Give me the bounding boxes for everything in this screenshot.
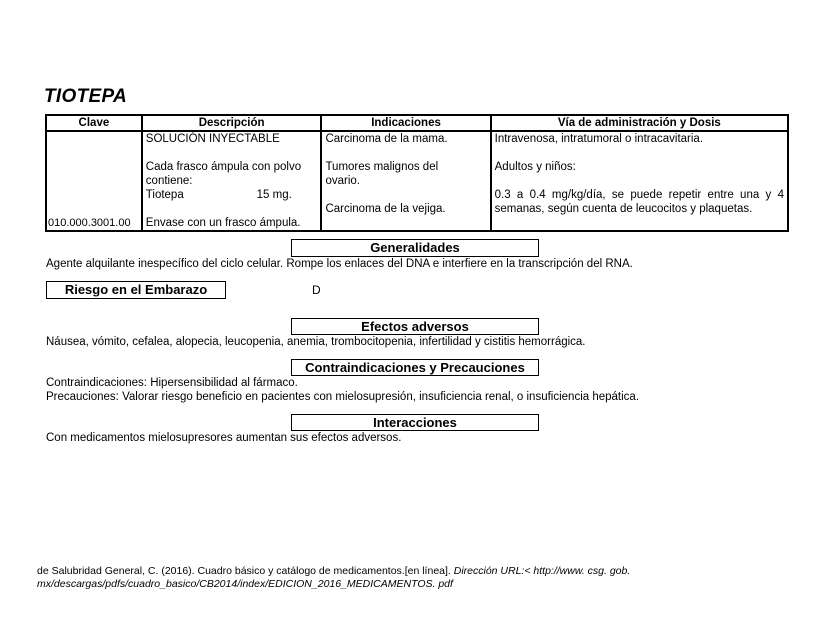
generalidades-heading: Generalidades (291, 239, 539, 257)
table-row (46, 131, 788, 231)
indicacion-line: Carcinoma de la mama. (325, 133, 448, 145)
efectos-heading: Efectos adversos (291, 318, 539, 335)
efectos-text: Náusea, vómito, cefalea, alopecia, leucopenia, anemia, trombocitopenia, infertilidad y cistitis hemorrágica. (46, 336, 586, 348)
precauciones-text: Precauciones: Valorar riesgo beneficio en pacientes con mielosupresión, insuficiencia renal, o insuficiencia hepática. (46, 391, 640, 403)
riesgo-heading: Riesgo en el Embarazo (46, 281, 226, 299)
drug-title: TIOTEPA (44, 86, 128, 107)
indicacion-line: Tumores malignos del (325, 161, 439, 173)
indicaciones-cell (321, 131, 490, 231)
header-descripcion: Descripción (142, 115, 322, 131)
clave-cell: 010.000.3001.00 (46, 131, 142, 231)
descripcion-line: Envase con un frasco ámpula. (145, 217, 301, 229)
descripcion-line: contiene: (145, 175, 193, 187)
via-cell (491, 131, 788, 231)
header-indicaciones: Indicaciones (321, 115, 490, 131)
citation-text: de Salubridad General, C. (2016). Cuadro básico y catálogo de medicamentos.[en línea]. (37, 565, 454, 577)
indicacion-line: ovario. (325, 175, 360, 187)
generalidades-text: Agente alquilante inespecífico del ciclo celular. Rompe los enlaces del DNA e interfiere en la transcripción del RNA. (46, 258, 633, 270)
header-clave: Clave (46, 115, 142, 131)
contraindicaciones-heading: Contraindicaciones y Precauciones (291, 359, 539, 376)
drug-table (45, 114, 789, 232)
descripcion-cell (142, 131, 322, 231)
drug-name: Tiotepa (145, 189, 184, 201)
via-line: semanas, según cuenta de leucocitos y plaquetas. (494, 203, 753, 215)
riesgo-value: D (312, 283, 321, 297)
descripcion-line: SOLUCIÓN INYECTABLE (145, 133, 280, 145)
dose-line (146, 188, 292, 202)
indicacion-line: Carcinoma de la vejiga. (325, 203, 446, 215)
source-citation (37, 565, 637, 591)
header-via: Vía de administración y Dosis (491, 115, 788, 131)
interacciones-text: Con medicamentos mielosupresores aumentan sus efectos adversos. (46, 432, 402, 444)
citation-url: Dirección URL:< http://www. csg. gob. mx/descargas/pdfs/cuadro_basico/CB2014/index/EDICION_2016_MEDICAMENTOS. pdf (37, 565, 631, 590)
via-line: 0.3 a 0.4 mg/kg/día, se puede repetir entre una y 4 (494, 189, 784, 201)
via-line: Intravenosa, intratumoral o intracavitaria. (494, 133, 704, 145)
contraindicaciones-text: Contraindicaciones: Hipersensibilidad al fármaco. (46, 377, 298, 389)
drug-dose: 15 mg. (256, 189, 292, 201)
descripcion-line: Cada frasco ámpula con polvo (145, 161, 302, 173)
via-line: Adultos y niños: (494, 161, 576, 173)
interacciones-heading: Interacciones (291, 414, 539, 431)
